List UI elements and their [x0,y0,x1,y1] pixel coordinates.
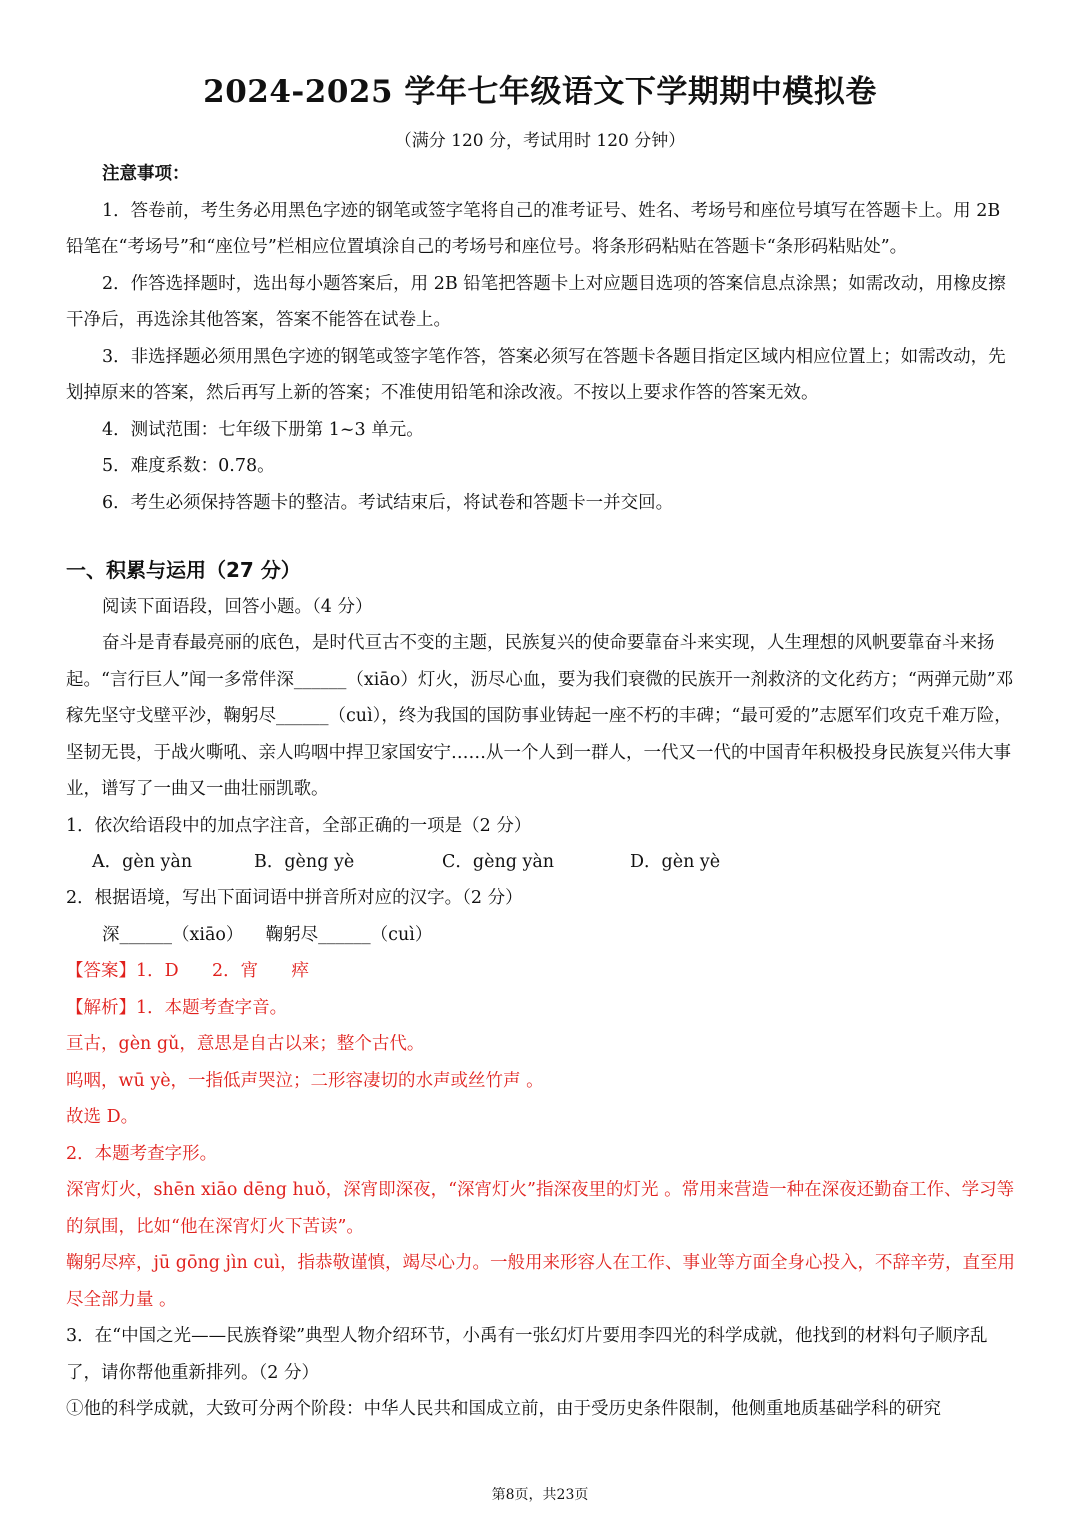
notice-item-6: 6．考生必须保持答题卡的整洁。考试结束后，将试卷和答题卡一并交回。 [102,492,674,513]
notice-heading: 注意事项： [102,164,190,184]
section-heading: 一、积累与运用（27 分） [66,558,301,582]
analysis-line: 鞠躬尽瘁，jū gōng jìn cuì，指恭敬谨慎，竭尽心力。一般用来形容人在工作、事业等方面全身心投入，不辞辛劳，直至用尽全部力量 。 [66,1253,1016,1310]
question-3-item-1: ①他的科学成就，大致可分两个阶段：中华人民共和国成立前，由于受历史条件限制，他侧重地质基础学科的研究 [66,1399,941,1419]
notice-item-4: 4．测试范围：七年级下册第 1~3 单元。 [102,419,424,440]
notice-section [66,156,1018,521]
analysis-line: 呜咽，wū yè，一指低声哭泣；二形容凄切的水声或丝竹声 。 [66,1070,544,1091]
analysis-heading: 【解析】1．本题考查字音。 [66,997,288,1018]
answer-line: 【答案】1．D 2．宵 瘁 [66,961,310,981]
notice-item-3: 3．非选择题必须用黑色字迹的钢笔或签字笔作答，答案必须写在答题卡各题目指定区域内相应位置上；如需改动，先划掉原来的答案，然后再写上新的答案；不准使用铅笔和涂改液。不按以上要求作答的答案无效。 [66,346,1006,403]
option-a: A．gèn yàn [92,852,193,872]
question-2-blanks: 深______（xiāo） 鞠躬尽______（cuì） [102,924,433,945]
page-title: 2024-2025 学年七年级语文下学期期中模拟卷 [203,74,877,110]
question-3: 3．在“中国之光——民族脊梁”典型人物介绍环节，小禹有一张幻灯片要用李四光的科学成就，他找到的材料句子顺序乱了，请你帮他重新排列。（2 分） [66,1326,988,1383]
question-1: 1．依次给语段中的加点字注音，全部正确的一项是（2 分） [66,815,532,836]
question-2: 2．根据语境，写出下面词语中拼音所对应的汉字。（2 分） [66,888,523,908]
notice-item-1: 1．答卷前，考生务必用黑色字迹的钢笔或签字笔将自己的准考证号、姓名、考场号和座位号填写在答题卡上。用 2B 铅笔在“考场号”和“座位号”栏相应位置填涂自己的考场号和座位号。将条形码粘贴在答题卡“条形码粘贴处”。 [66,200,1001,257]
reading-intro: 阅读下面语段，回答小题。（4 分） [102,596,373,617]
analysis-line: 2．本题考查字形。 [66,1143,218,1164]
notice-item-2: 2．作答选择题时，选出每小题答案后，用 2B 铅笔把答题卡上对应题目选项的答案信息点涂黑；如需改动，用橡皮擦干净后，再选涂其他答案，答案不能答在试卷上。 [66,273,1006,330]
option-c: C．gèng yàn [442,852,555,872]
option-d: D．gèn yè [630,852,721,872]
analysis-line: 深宵灯火，shēn xiāo dēng huǒ，深宵即深夜，“深宵灯火”指深夜里的灯光 。常用来营造一种在深夜还勤奋工作、学习等的氛围，比如“他在深宵灯火下苦读”。 [66,1180,1015,1237]
question-1-options [66,844,1018,880]
analysis-line: 故选 D。 [66,1107,139,1127]
notice-item-5: 5．难度系数：0.78。 [102,456,275,476]
option-b: B．gèng yè [254,852,355,872]
section-1 [66,552,1018,1428]
exam-subtitle: （满分 120 分，考试用时 120 分钟） [394,131,686,151]
reading-passage: 奋斗是青春最亮丽的底色，是时代亘古不变的主题，民族复兴的使命要靠奋斗来实现，人生理想的风帆要靠奋斗来扬起。“言行巨人”闻一多常伴深______（xiāo）灯火，沥尽心血，要为我们衰微的民族开一剂救济的文化药方；“两弹元勋”邓稼先坚守戈壁平沙，鞠躬尽______（cuì），终为我国的国防事业铸起一座不朽的丰碑；“最可爱的”志愿军们攻克千难万险，坚韧无畏，于战火嘶吼、亲人呜咽中捍卫家国安宁……从一个人到一群人，一代又一代的中国青年积极投身民族复兴伟大事业，谱写了一曲又一曲壮丽凯歌。 [66,633,1014,799]
analysis-line: 亘古，gèn gǔ，意思是自古以来；整个古代。 [66,1034,425,1054]
page-footer: 第8页，共23页 [491,1487,589,1503]
